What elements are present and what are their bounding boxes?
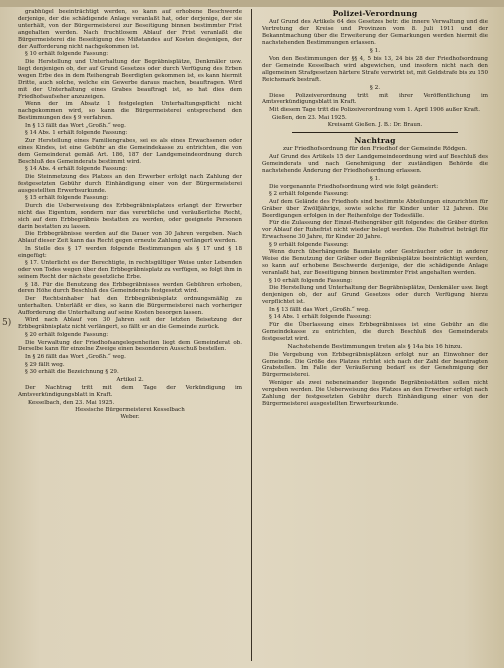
left-paragraph: Die Erbbegräbnisse werden auf die Dauer von 30 Jahren vergeben. Nach Ablauf dieser Zeit kann das Recht gegen erneute Zahlung verlängert werden. [18, 231, 242, 245]
left-paragraph: Wenn der im Absatz 1 festgelegten Unterhaltungspflicht nicht nachgekommen wird, so kann die Bürgermeisterei entsprechend den Bestimmungen des § 9 verfahren. [18, 101, 242, 122]
right-rule [292, 132, 458, 133]
left-paragraph: § 15 erhält folgende Fassung: [25, 195, 109, 202]
right-paragraph: Die Herstellung und Unterhaltung der Begräbnisplätze, Denkmäler usw. liegt denjenigen ob, der auf Grund Gesetzes oder durch Verfügung hierzu verpflichtet ist. [262, 285, 488, 306]
right-paragraph: Die Vergebung von Erbbegräbnisplätzen erfolgt nur an Einwohner der Gemeinde. Die Größe des Platzes richtet sich nach der Zahl der beantragten Grabstellen. Im Falle der Veräußerung bedarf es der Genehmigung der Bürgermeisterei. [262, 351, 488, 379]
right-paragraph: Weniger als zwei nebeneinander liegende Begräbnisstätten sollen nicht vergeben werden. Die Ueberweisung des Platzes an den Erwerber erfolgt nach Zahlung der festgesetzten Gebühr durch Einhändigung einer von der Bürgermeisterei ausgestellten Erwerbsurkunde. [262, 379, 488, 407]
left-sec: Artikel 2. [116, 377, 144, 384]
right-sec: § 1. [369, 175, 381, 182]
left-paragraph: § 18. Für die Benutzung des Erbbegräbnisses werden Gebühren erhoben, deren Höhe durch Beschluß des Gemeinderats festgesetzt wird. [18, 281, 242, 295]
margin-mark: 5) [2, 318, 12, 328]
left-paragraph: § 30 erhält die Bezeichnung § 29. [25, 369, 119, 376]
left-paragraph: § 14 Abs. 1 erhält folgende Fassung: [25, 130, 128, 137]
right-date: Gießen, den 23. Mai 1925. [272, 114, 347, 121]
left-paragraph: grabhügel beeinträchtigt werden, so kann auf erhobene Beschwerde derjenige, der die schädigende Anlage veranlaßt hat, oder derjenige, der sie unterhält, von der Bürgermeisterei zur Beseitigung binnen bestimmter Frist angehalten werden. Nach fruchtlosem Ablauf der Frist veranlaßt die Bürgermeisterei die Beseitigung des Mißstandes auf Kosten desjenigen, der der Aufforderung nicht nachgekommen ist. [18, 9, 242, 50]
right-paragraph: § 9 erhält folgende Fassung: [269, 241, 349, 248]
right-paragraph: Für die Zulassung der Einzel-Reihengräber gilt folgendes: die Gräber dürfen vor Ablauf der Ruhefrist nicht wieder belegt werden. Die Ruhefrist beträgt für Erwachsene 30 Jahre, für Kinder 20 Jahre. [262, 220, 488, 241]
left-paragraph: In § 13 fällt das Wort „Großh.“ weg. [25, 122, 126, 129]
right-paragraph: Auf dem Gelände des Friedhofs sind bestimmte Abteilungen einzurichten für Gräber über Zwölfjährige, sowie solche für Kinder unter 12 Jahren. Die Beerdigungen erfolgen in der Reihenfolge der Todesfälle. [262, 198, 488, 219]
left-paragraph: In Stelle des § 17 werden folgende Bestimmungen als § 17 und § 18 eingefügt: [18, 245, 242, 259]
right-subheading: zur Friedhofsordnung für den Friedhof der Gemeinde Rödgen. [282, 145, 468, 152]
right-paragraph: Von den Bestimmungen der §§ 4, 5 bis 13, 24 bis 28 der Friedhofsordnung der Gemeinde Kesselbach wird abgewichen, und insofern nicht nach den allgemeinen Strafgesetzen härtere Strafe verwirkt ist, mit Geldstrafe bis zu 150 Reichsmark bestraft. [262, 55, 488, 83]
left-column [18, 9, 242, 661]
left-sig: Hessische Bürgermeisterei Kesselbach [75, 406, 185, 413]
left-paragraph: Die Steinmetzung des Platzes an den Erwerber erfolgt nach Zahlung der festgesetzten Gebühr durch Einhändigung einer von der Bürgermeisterei ausgestellten Erwerbsurkunde. [18, 173, 242, 194]
right-sig: Kreisamt Gießen. J. B.: Dr. Braun. [327, 121, 423, 128]
right-paragraph: Auf Grund des Artikels 15 der Landgemeindeordnung wird auf Beschluß des Gemeinderats und nach Genehmigung der zuständigen Behörde die nachstehende Änderung der Friedhofsordnung erlassen. [262, 153, 488, 174]
left-paragraph: In § 26 fällt das Wort „Großh.“ weg. [25, 354, 126, 361]
right-paragraph: Wenn durch überhängende Baumäste oder Gesträucher oder in anderer Weise die Benutzung der Gräber oder Begräbnisplätze beeinträchtigt werden, so kann auf erhobene Beschwerde derjenige, der die schädigende Anlage veranlaßt hat, zur Beseitigung binnen bestimmter Frist angehalten werden. [262, 249, 488, 277]
left-paragraph: § 14 Abs. 4 erhält folgende Fassung: [25, 166, 128, 173]
right-heading: Nachtrag [354, 135, 396, 145]
left-paragraph: Durch die Ueberweisung des Erbbegräbnisplatzes erlangt der Erwerber nicht das Eigentum, sondern nur das vererbliche und veräußerliche Recht, sich auf dem Erbbegräbnis bestatten zu werden, oder geeignete Personen darin bestatten zu lassen. [18, 202, 242, 230]
right-sec: § 1. [369, 47, 381, 54]
left-paragraph: Die Verwaltung der Friedhofsangelegenheiten liegt dem Gemeinderat ob. Derselbe kann für einzelne Zweige einen besonderen Ausschuß bestellen. [18, 339, 242, 353]
page-top-strip [0, 0, 504, 7]
left-paragraph: Zur Herstellung eines Familiengrabes, sei es als eines Erwachsenen oder eines Kindes, ist eine Gebühr an die Gemeindekasse zu entrichten, die von dem Gemeinderat gemäß Art. 186, 187 der Landgemeindeordnung durch Beschluß des Gemeinderats bestimmt wird. [18, 137, 242, 165]
column-divider [251, 9, 252, 661]
left-paragraph: § 20 erhält folgende Fassung: [25, 331, 109, 338]
left-paragraph: Der Rechtsinhaber hat den Erbbegräbnisplatz ordnungsmäßig zu unterhalten. Unterläßt er dies, so kann die Bürgermeisterei nach vorheriger Aufforderung die Unterhaltung auf seine Kosten besorgen lassen. [18, 296, 242, 316]
right-paragraph: Diese Polizeiverordnung tritt mit ihrer Veröffentlichung im Amtsverkündigungsblatt in Kraft. [262, 92, 488, 106]
left-sig: Weber. [120, 413, 140, 420]
left-paragraph: Die Herstellung und Unterhaltung der Begräbnisplätze, Denkmäler usw. liegt denjenigen ob, der auf Grund Gesetzes oder durch Verfügung des Erben wegen Erbe des in dem Reihengrab Beerdigten gekommen ist, es kann hiermit Dritte, auch solche, welche ein Gewerbe daraus machen, beauftragen. Wird mit der Unterhaltung eines Grabes beauftragt ist, so hat dies dem Friedhofsaufseher anzuzeigen. [18, 58, 242, 100]
right-paragraph: § 14 Abs. 1 erhält folgende Fassung: [269, 314, 372, 321]
right-paragraph: Für die Überlassung eines Erbbegräbnisses ist eine Gebühr an die Gemeindekasse zu entrichten, die durch Beschluß des Gemeinderats festgesetzt wird. [262, 321, 488, 342]
right-paragraph: Die vorgenannte Friedhofsordnung wird wie folgt geändert: [269, 183, 439, 190]
right-sec: Nachstehende Bestimmungen treten als § 14a bis 16 hinzu. [287, 343, 463, 350]
left-date: Kesselbach, den 23. Mai 1925. [28, 399, 115, 406]
left-paragraph: Wird nach Ablauf von 30 Jahren seit der letzten Beisetzung der Erbbegräbnisplatz nicht verlängert, so fällt er an die Gemeinde zurück. [18, 317, 242, 331]
right-column [262, 9, 488, 661]
left-paragraph: Der Nachtrag tritt mit dem Tage der Verkündigung im Amtsverkündigungsblatt in Kraft. [18, 385, 242, 398]
left-paragraph: § 29 fällt weg. [25, 361, 65, 368]
right-heading: Polizei-Verordnung [332, 9, 418, 18]
right-sec: § 2. [369, 84, 381, 91]
right-paragraph: Auf Grund des Artikels 64 des Gesetzes betr. die innere Verwaltung und die Vertretung der Kreise und Provinzen vom 8. Juli 1911 und der Bekanntmachung über die Erweiterung der Gemarkungen werden hiermit die nachstehenden Bestimmungen erlassen. [262, 19, 488, 46]
left-paragraph: § 10 erhält folgende Fassung: [25, 51, 109, 58]
right-paragraph: § 10 erhält folgende Fassung: [269, 277, 353, 284]
right-paragraph: In § 13 fällt das Wort „Großh.“ weg. [269, 306, 370, 313]
right-paragraph: § 2 erhält folgende Fassung: [269, 191, 349, 198]
right-paragraph: Mit diesem Tage tritt die Polizeiverordnung vom 1. April 1906 außer Kraft. [269, 107, 481, 114]
left-paragraph: § 17. Unterlicht es der Berechtigte, in rechtsgültiger Weise unter Lebenden oder von Todes wegen über den Erbbegräbnisplatz zu verfügen, so folgt ihm in seinem Recht der nächste gesetzliche Erbe. [18, 260, 242, 280]
